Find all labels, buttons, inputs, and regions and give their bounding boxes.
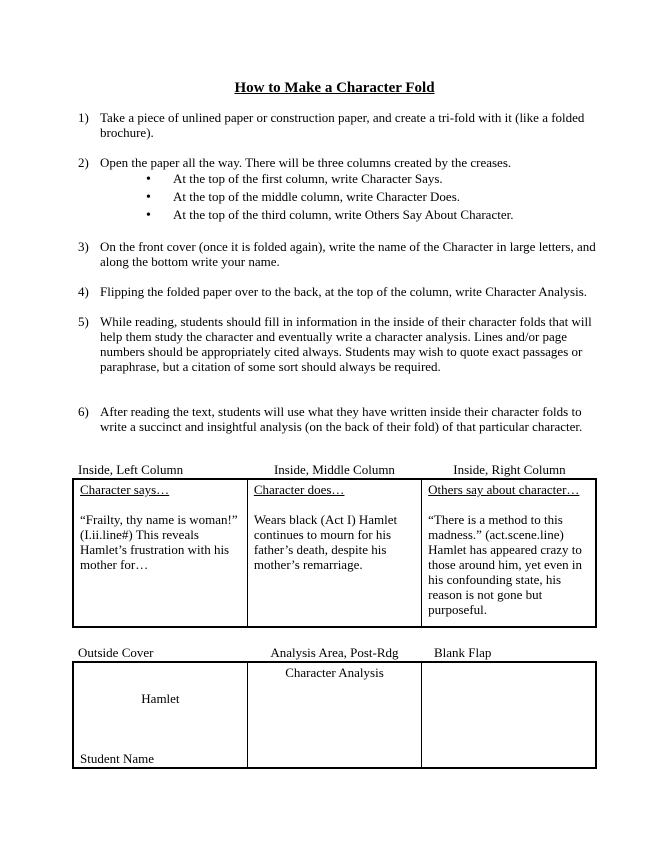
item-text: After reading the text, students will use what they have written inside their character folds to write a succinct and insightful analysis (on the back of their fold) of that particular character. bbox=[100, 404, 583, 434]
character-does-cell bbox=[247, 479, 421, 627]
analysis-area-cell bbox=[247, 662, 421, 768]
bullet-item bbox=[100, 188, 597, 206]
instruction-item-6 bbox=[78, 404, 597, 434]
instruction-item-2 bbox=[78, 155, 597, 224]
instruction-item-5 bbox=[78, 314, 597, 374]
instruction-item-4 bbox=[78, 284, 597, 299]
item-number: 1) bbox=[78, 110, 89, 125]
blank-flap-cell bbox=[422, 662, 596, 768]
bullet-list bbox=[100, 170, 597, 224]
item-text: Open the paper all the way. There will be three columns created by the creases. bbox=[100, 155, 512, 170]
instruction-item-3 bbox=[78, 239, 597, 269]
table-row bbox=[73, 479, 596, 627]
item-number: 3) bbox=[78, 239, 89, 254]
item-text: While reading, students should fill in information in the inside of their character folds that will help them study the character and eventually write a character analysis. Lines and/or page numbers should be appropriately cited always. Students may wish to quote exact passages or paraphrase, but a citation of some sort should always be required. bbox=[100, 314, 592, 374]
item-number: 4) bbox=[78, 284, 89, 299]
bullet-item bbox=[100, 206, 597, 224]
item-text: Take a piece of unlined paper or construction paper, and create a tri-fold with it (like a folded brochure). bbox=[100, 110, 585, 140]
cell-body: “Frailty, thy name is woman!” (I.ii.line#) This reveals Hamlet’s frustration with his mother for… bbox=[80, 512, 238, 572]
outside-cover-cell bbox=[73, 662, 247, 768]
inside-table bbox=[72, 478, 597, 628]
instruction-item-1 bbox=[78, 110, 597, 140]
bullet-icon bbox=[100, 188, 173, 206]
fold-table bbox=[72, 661, 597, 769]
bullet-item bbox=[100, 170, 597, 188]
cell-body: “There is a method to this madness.” (act.scene.line) Hamlet has appeared crazy to those around him, yet even in his confounding state, his reason is not gone but purposeful. bbox=[428, 512, 582, 617]
student-name: Student Name bbox=[80, 751, 155, 766]
cell-header: Character does… bbox=[253, 482, 345, 497]
character-name: Hamlet bbox=[141, 691, 180, 706]
inside-left-label: Inside, Left Column bbox=[78, 462, 184, 477]
item-number: 2) bbox=[78, 155, 89, 170]
item-number: 5) bbox=[78, 314, 89, 329]
inside-table-labels bbox=[72, 462, 597, 477]
fold-table-labels bbox=[72, 645, 597, 660]
item-text: Flipping the folded paper over to the back, at the top of the column, write Character Analysis. bbox=[100, 284, 588, 299]
bullet-text: At the top of the first column, write Character Says. bbox=[173, 171, 443, 186]
blank-flap-label: Blank Flap bbox=[433, 645, 492, 660]
analysis-area-label: Analysis Area, Post-Rdg bbox=[270, 645, 399, 660]
bullet-icon bbox=[100, 206, 173, 224]
inside-fold-section bbox=[72, 462, 597, 628]
others-say-cell bbox=[422, 479, 596, 627]
item-number: 6) bbox=[78, 404, 89, 419]
outside-fold-section bbox=[72, 645, 597, 769]
character-says-cell bbox=[73, 479, 247, 627]
cell-body: Wears black (Act I) Hamlet continues to mourn for his father’s death, despite his mother’s remarriage. bbox=[253, 512, 398, 572]
bullet-text: At the top of the third column, write Others Say About Character. bbox=[173, 207, 514, 222]
item-text: On the front cover (once it is folded again), write the name of the Character in large letters, and along the bottom write your name. bbox=[100, 239, 596, 269]
instruction-list bbox=[78, 110, 597, 434]
bullet-icon bbox=[100, 170, 173, 188]
analysis-title: Character Analysis bbox=[285, 665, 384, 680]
cell-header: Character says… bbox=[80, 482, 170, 497]
cell-header: Others say about character… bbox=[428, 482, 580, 497]
bullet-text: At the top of the middle column, write Character Does. bbox=[173, 189, 461, 204]
inside-right-label: Inside, Right Column bbox=[453, 462, 566, 477]
outside-cover-label: Outside Cover bbox=[78, 645, 154, 660]
inside-middle-label: Inside, Middle Column bbox=[273, 462, 395, 477]
document-title: How to Make a Character Fold bbox=[234, 80, 435, 96]
table-row bbox=[73, 662, 596, 768]
